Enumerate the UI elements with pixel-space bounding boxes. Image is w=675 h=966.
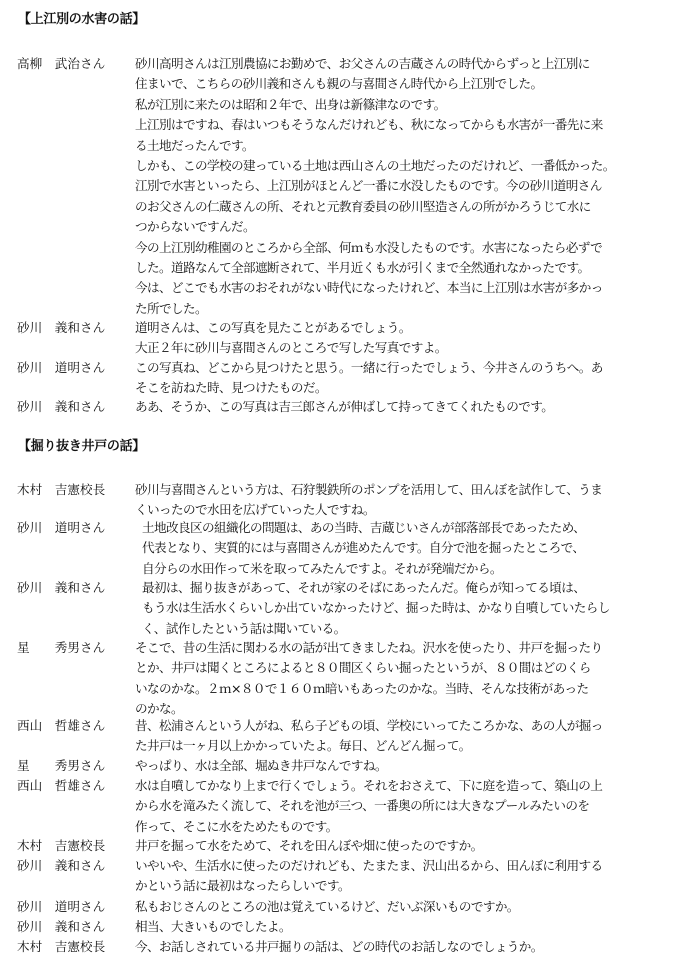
speaker-name: 木村 吉憲校長 bbox=[17, 838, 106, 853]
speech-text: 水は自噴してかなり上まで行くでしょう。それをおさえて、下に庭を造って、築山の上 から水を滝みたく流して、それを池が三つ、一番奥の所には大きなプールみたいのを 作って、そこに水をためたものです。 bbox=[135, 778, 603, 834]
speech-text: 土地改良区の組織化の問題は、あの当時、吉蔵じいさんが部落部長であったため、 代表となり、実質的には与喜間さんが進めたんです。自分で池を掘ったところで、 自分らの水田作って米を取ってみたんですよ。それが発端だから。 bbox=[142, 520, 586, 576]
speech-text: 井戸を掘って水をためて、それを田んぼや畑に使ったのですか。 bbox=[135, 838, 483, 853]
speaker-name: 砂川 道明さん bbox=[17, 899, 106, 914]
speaker-name: 星 秀男さん bbox=[17, 758, 106, 773]
speech-text: 私もおじさんのところの池は覚えているけど、だいぶ深いものですか。 bbox=[135, 899, 519, 914]
speaker-name: 高柳 武治さん bbox=[17, 56, 106, 71]
speaker-name: 砂川 道明さん bbox=[17, 520, 106, 535]
speaker-name: 砂川 義和さん bbox=[17, 858, 106, 873]
speech-text: この写真ね、どこから見つけたと思う。一緒に行ったでしょう、今井さんのうちへ。あ そこを訪ねた時、見つけたものだ。 bbox=[135, 360, 603, 396]
speech-text: そこで、昔の生活に関わる水の話が出てきましたね。沢水を使ったり、井戸を掘ったり とか、井戸は聞くところによると８０間区くらい掘ったというが、８０間はどのくら いなのかな。２ｍ×８０で１６０ｍ暗いもあったのかな。当時、そんな技術があった のかな。 bbox=[135, 640, 603, 717]
speaker-name: 星 秀男さん bbox=[17, 640, 106, 655]
speech-text: いやいや、生活水に使ったのだけれども、たまたま、沢山出るから、田んぼに利用する かという話に最初はなったらしいです。 bbox=[135, 858, 603, 894]
speech-text: 最初は、掘り抜きがあって、それが家のそばにあったんだ。俺らが知ってる頃は、 もう水は生活水くらいしか出ていなかったけど、掘った時は、かなり自噴していたらし く、試作したという話は聞いている。 bbox=[142, 580, 610, 636]
speaker-name: 西山 哲雄さん bbox=[17, 778, 106, 793]
speech-text: 相当、大きいものでしたよ。 bbox=[135, 919, 291, 934]
section-heading: 【掘り抜き井戸の話】 bbox=[18, 439, 146, 454]
speech-text: やっぱり、水は全部、堀ぬき井戸なんですね。 bbox=[135, 758, 387, 773]
speaker-name: 砂川 義和さん bbox=[17, 399, 106, 414]
speech-text: 砂川与喜間さんという方は、石狩製鉄所のポンプを活用して、田んぼを試作して、うま くいったので水田を広げていった人ですね。 bbox=[135, 482, 603, 518]
speaker-name: 木村 吉憲校長 bbox=[17, 482, 106, 497]
speaker-name: 砂川 義和さん bbox=[17, 919, 106, 934]
speech-text: ああ、そうか、この写真は吉三郎さんが伸ばして持ってきてくれたものです。 bbox=[135, 399, 554, 414]
speech-text: 道明さんは、この写真を見たことがあるでしょう。 大正２年に砂川与喜間さんのところで写した写真ですよ。 bbox=[135, 320, 447, 356]
speaker-name: 砂川 義和さん bbox=[17, 320, 106, 335]
speech-text: 砂川高明さんは江別農協にお勤めで、お父さんの吉蔵さんの時代からずっと上江別に 住まいで、こちらの砂川義和さんも親の与喜間さん時代から上江別でした。 私が江別に来たのは昭和２年で、出身は新篠津なのです。 上江別はですね、春はいつもそうなんだけれども、秋になってからも水害が一番先に来 る土地だったんです。 しかも、この学校の建っている土地は西山さんの土地だったのだけれど、一番低かった。 江別で水害といったら、上江別がほとんど一番に水没したものです。今の砂川道明さん のお父さんの仁蔵さんの所、それと元教育委員の砂川堅造さんの所がかろうじて水に つからないですんだ。 今の上江別幼稚園のところから全部、何ｍも水没したものです。水害になったら必ずで した。道路なんて全部遮断されて、半月近くも水が引くまで全然通れなかったです。 今は、どこでも水害のおそれがない時代になったけれど、本当に上江別は水害が多かっ た所でした。 bbox=[135, 56, 615, 316]
speech-text: 昔、松浦さんという人がね、私ら子どもの頃、学校にいってたころかな、あの人が掘っ た井戸は一ヶ月以上かかっていたよ。毎日、どんどん掘って。 bbox=[135, 718, 603, 754]
section-heading: 【上江別の水害の話】 bbox=[18, 12, 146, 27]
speaker-name: 西山 哲雄さん bbox=[17, 718, 106, 733]
speaker-name: 木村 吉憲校長 bbox=[17, 939, 106, 954]
speaker-name: 砂川 道明さん bbox=[17, 360, 106, 375]
speech-text: 今、お話しされている井戸掘りの話は、どの時代のお話しなのでしょうか。 bbox=[135, 939, 543, 954]
speaker-name: 砂川 義和さん bbox=[17, 580, 106, 595]
